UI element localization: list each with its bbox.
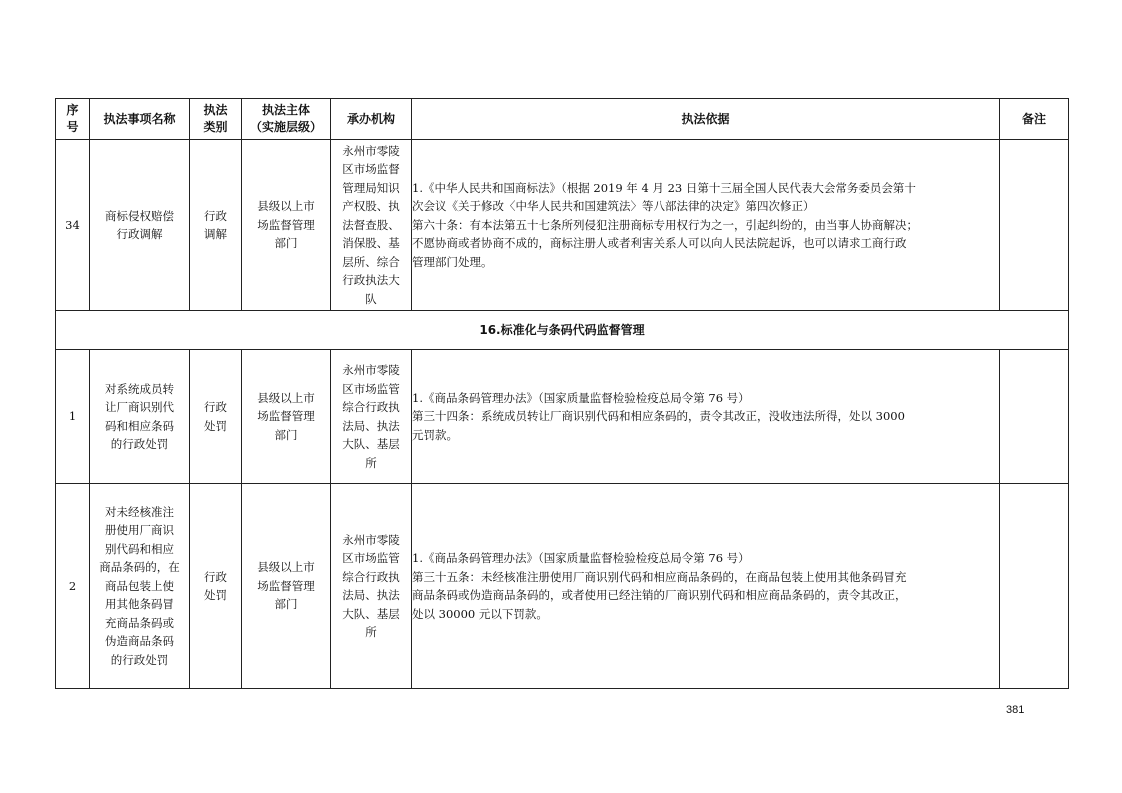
row-subject: 县级以上市 场监督管理 部门 <box>242 140 331 311</box>
header-subject: 执法主体 （实施层级） <box>242 99 331 140</box>
header-org: 承办机构 <box>331 99 412 140</box>
row-item: 对未经核准注 册使用厂商识 别代码和相应 商品条码的，在 商品包装上使 用其他条码冒 充商品条码或 伪造商品条码 的行政处罚 <box>90 484 190 689</box>
header-row <box>56 99 1069 140</box>
row-seq: 1 <box>56 350 90 484</box>
row-item: 商标侵权赔偿 行政调解 <box>90 140 190 311</box>
row-remark <box>1000 350 1069 484</box>
row-org: 永州市零陵 区市场监管 综合行政执 法局、执法 大队、基层 所 <box>331 484 412 689</box>
header-remark: 备注 <box>1000 99 1069 140</box>
row-remark <box>1000 484 1069 689</box>
row-seq: 2 <box>56 484 90 689</box>
row-subject: 县级以上市 场监督管理 部门 <box>242 350 331 484</box>
row-subject: 县级以上市 场监督管理 部门 <box>242 484 331 689</box>
row-seq: 34 <box>56 140 90 311</box>
row-basis: 1.《商品条码管理办法》（国家质量监督检验检疫总局令第 76 号） 第三十五条：未经核准注册使用厂商识别代码和相应商品条码的，在商品包装上使用其他条码冒充 商品条码或伪造商品条码的，或者使用已经注销的厂商识别代码和相应商品条码的，责令其改正， 处以 30000 元以下罚款。 <box>412 484 1000 689</box>
row-item: 对系统成员转 让厂商识别代 码和相应条码 的行政处罚 <box>90 350 190 484</box>
row-org: 永州市零陵 区市场监管 综合行政执 法局、执法 大队、基层 所 <box>331 350 412 484</box>
header-seq: 序 号 <box>56 99 90 140</box>
row-category: 行政 调解 <box>190 140 242 311</box>
header-basis: 执法依据 <box>412 99 1000 140</box>
table-row <box>56 140 1069 311</box>
section-title: 16.标准化与条码代码监督管理 <box>56 311 1069 350</box>
row-remark <box>1000 140 1069 311</box>
row-basis: 1.《商品条码管理办法》（国家质量监督检验检疫总局令第 76 号） 第三十四条：系统成员转让厂商识别代码和相应条码的，责令其改正，没收违法所得，处以 3000 元罚款。 <box>412 350 1000 484</box>
row-org: 永州市零陵 区市场监督 管理局知识 产权股、执 法督查股、 消保股、基 层所、综合 行政执法大 队 <box>331 140 412 311</box>
row-category: 行政 处罚 <box>190 484 242 689</box>
header-item: 执法事项名称 <box>90 99 190 140</box>
table-row <box>56 484 1069 689</box>
table-row <box>56 350 1069 484</box>
page-number: 381 <box>1006 704 1025 716</box>
header-category: 执法 类别 <box>190 99 242 140</box>
row-category: 行政 处罚 <box>190 350 242 484</box>
enforcement-table <box>55 98 1069 689</box>
row-basis: 1.《中华人民共和国商标法》（根据 2019 年 4 月 23 日第十三届全国人民代表大会常务委员会第十 次会议《关于修改〈中华人民共和国建筑法〉等八部法律的决定》第四次修正） 第六十条：有本法第五十七条所列侵犯注册商标专用权行为之一，引起纠纷的，由当事人协商解决； 不愿协商或者协商不成的，商标注册人或者利害关系人可以向人民法院起诉，也可以请求工商行政 管理部门处理。 <box>412 140 1000 311</box>
section-row <box>56 311 1069 350</box>
